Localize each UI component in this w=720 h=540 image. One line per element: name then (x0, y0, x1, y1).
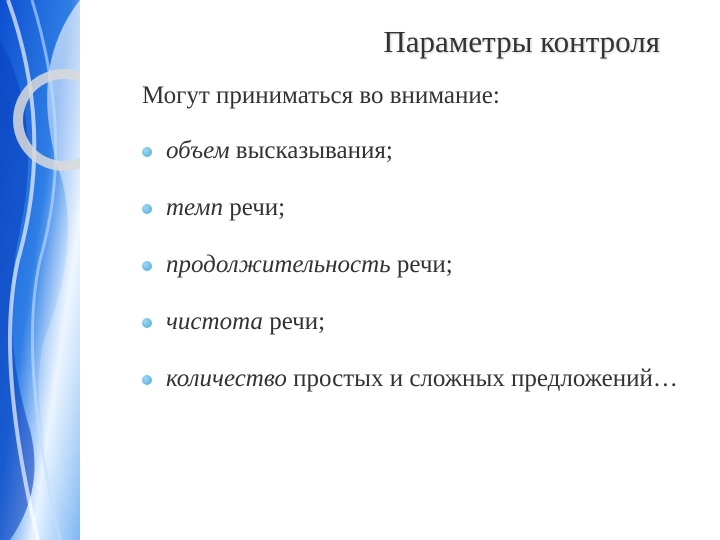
item-text: простых и сложных предложений… (286, 365, 678, 392)
list-item (142, 138, 702, 163)
item-text: высказывания; (229, 137, 393, 164)
slide-title: Параметры контроля (383, 24, 660, 59)
list-item (142, 309, 702, 334)
intro-text: Могут приниматься во внимание: (142, 82, 500, 109)
item-term: продолжительность (166, 251, 391, 278)
list-item (142, 195, 702, 220)
item-text: речи; (262, 308, 326, 335)
list-item (142, 366, 702, 391)
item-term: количество (166, 365, 287, 392)
list-item (142, 252, 702, 277)
item-term: объем (166, 137, 230, 164)
item-term: чистота (166, 308, 263, 335)
bullet-icon (142, 204, 152, 214)
bullet-icon (142, 375, 152, 385)
item-text: речи; (222, 194, 286, 221)
decorative-blue-panel (0, 0, 80, 540)
bullet-icon (142, 318, 152, 328)
item-term: темп (166, 194, 223, 221)
bullet-icon (142, 147, 152, 157)
item-text: речи; (390, 251, 453, 278)
bullet-icon (142, 261, 152, 271)
parameter-list (142, 138, 702, 423)
